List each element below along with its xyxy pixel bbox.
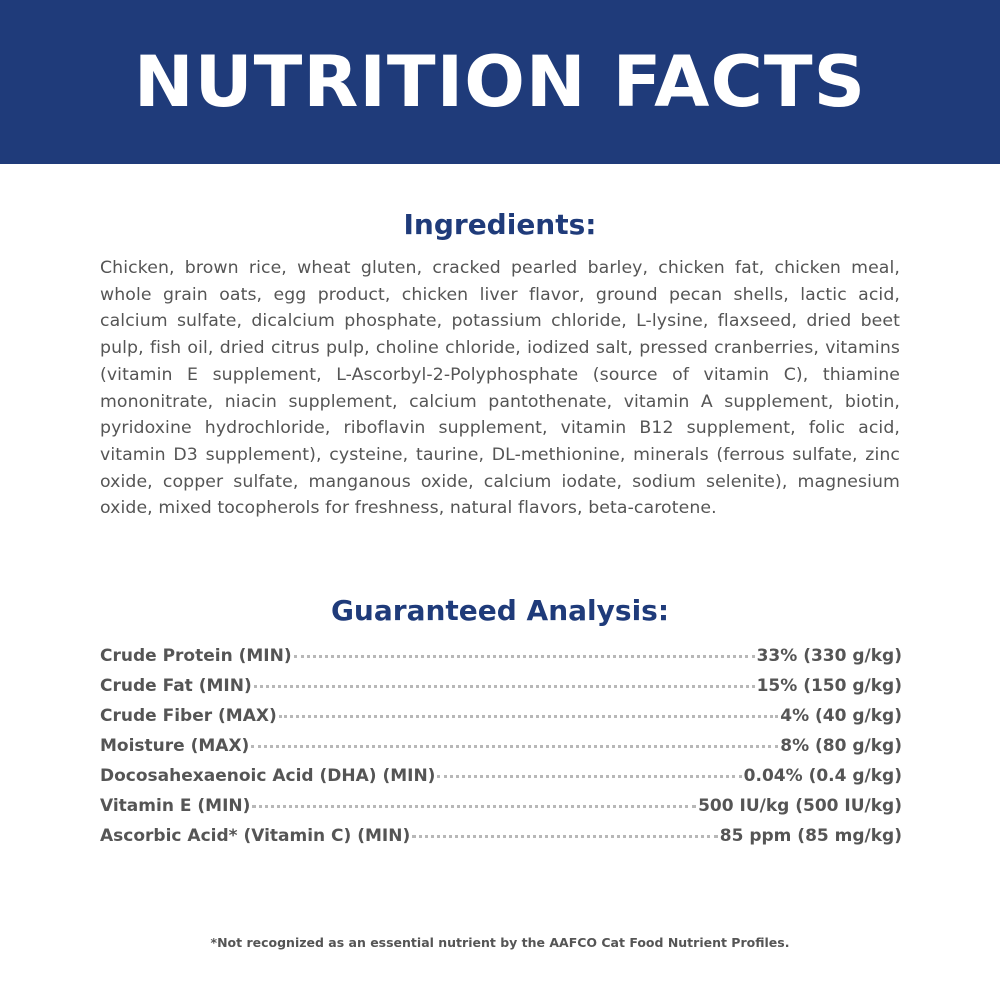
dot-leader bbox=[254, 685, 755, 688]
ingredients-heading: Ingredients: bbox=[403, 208, 597, 241]
analysis-label: Moisture (MAX) bbox=[100, 736, 250, 756]
page-title: NUTRITION FACTS bbox=[133, 41, 867, 123]
dot-leader bbox=[251, 745, 778, 748]
analysis-value: 33% (330 g/kg) bbox=[756, 646, 902, 666]
analysis-row bbox=[100, 766, 902, 796]
dot-leader bbox=[437, 775, 741, 778]
guaranteed-analysis-table bbox=[100, 646, 902, 856]
footnote: *Not recognized as an essential nutrient by the AAFCO Cat Food Nutrient Profiles. bbox=[210, 935, 790, 950]
ingredients-text: Chicken, brown rice, wheat gluten, cracked pearled barley, chicken fat, chicken meal, whole grain oats, egg product, chicken liver flavor, ground pecan shells, lactic acid, calcium sulfate, dicalcium phosphate, potassium chloride, L-lysine, flaxseed, dried beet pulp, fish oil, dried citrus pulp, choline chloride, iodized salt, pressed cranberries, vitamins (vitamin E supplement, L-Ascorbyl-2-Polyphosphate (source of vitamin C), thiamine mononitrate, niacin supplement, calcium pantothenate, vitamin A supplement, biotin, pyridoxine hydrochloride, riboflavin supplement, vitamin B12 supplement, folic acid, vitamin D3 supplement), cysteine, taurine, DL-methionine, minerals (ferrous sulfate, zinc oxide, copper sulfate, manganous oxide, calcium iodate, sodium selenite), magnesium oxide, mixed tocopherols for freshness, natural flavors, beta-carotene. bbox=[100, 258, 900, 519]
header-banner bbox=[0, 0, 1000, 164]
dot-leader bbox=[294, 655, 755, 658]
analysis-row bbox=[100, 826, 902, 856]
analysis-value: 85 ppm (85 mg/kg) bbox=[719, 826, 902, 846]
analysis-row bbox=[100, 676, 902, 706]
dot-leader bbox=[279, 715, 779, 718]
analysis-row bbox=[100, 706, 902, 736]
analysis-label: Docosahexaenoic Acid (DHA) (MIN) bbox=[100, 766, 436, 786]
guaranteed-analysis-heading: Guaranteed Analysis: bbox=[330, 594, 670, 627]
analysis-value: 15% (150 g/kg) bbox=[756, 676, 902, 696]
dot-leader bbox=[412, 835, 718, 838]
dot-leader bbox=[252, 805, 696, 808]
analysis-row bbox=[100, 646, 902, 676]
analysis-value: 0.04% (0.4 g/kg) bbox=[743, 766, 902, 786]
analysis-value: 8% (80 g/kg) bbox=[780, 736, 902, 756]
analysis-label: Crude Protein (MIN) bbox=[100, 646, 292, 666]
analysis-label: Crude Fat (MIN) bbox=[100, 676, 252, 696]
analysis-label: Ascorbic Acid* (Vitamin C) (MIN) bbox=[100, 826, 411, 846]
analysis-label: Crude Fiber (MAX) bbox=[100, 706, 277, 726]
analysis-value: 500 IU/kg (500 IU/kg) bbox=[698, 796, 902, 816]
analysis-value: 4% (40 g/kg) bbox=[780, 706, 902, 726]
analysis-row bbox=[100, 736, 902, 766]
analysis-label: Vitamin E (MIN) bbox=[100, 796, 251, 816]
analysis-row bbox=[100, 796, 902, 826]
